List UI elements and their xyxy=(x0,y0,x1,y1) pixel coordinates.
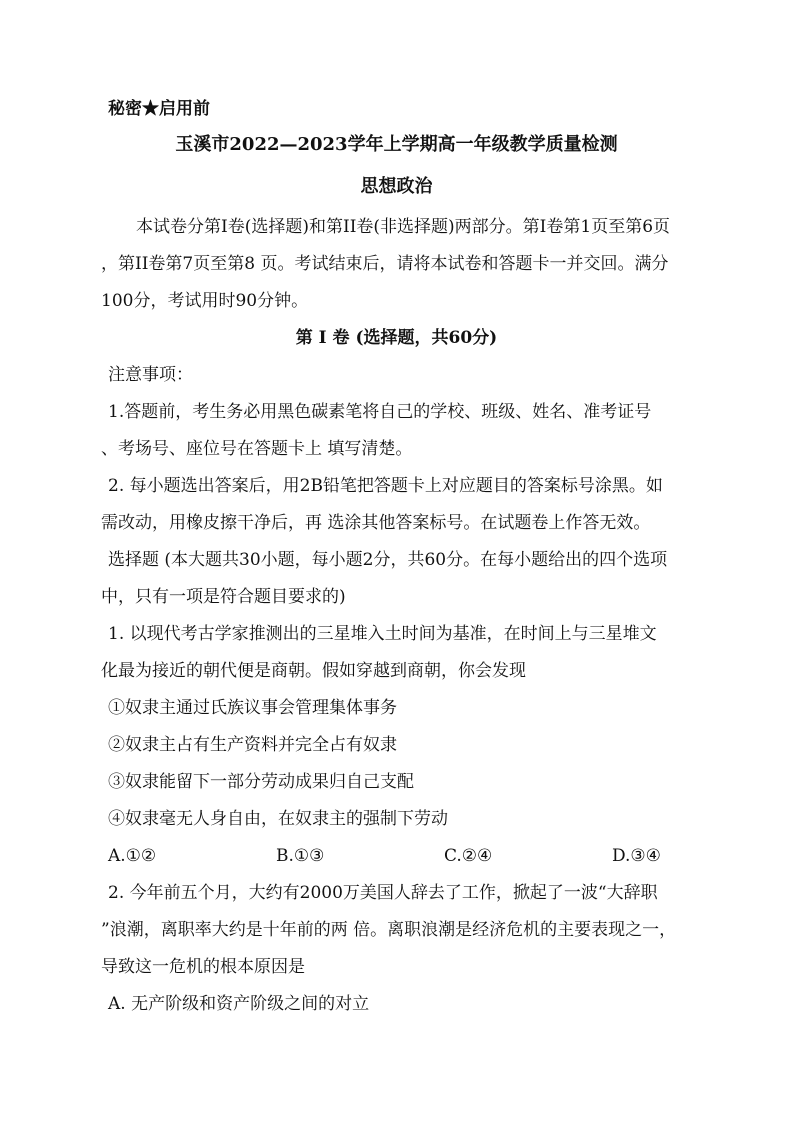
q2-stem-line-3: 导致这一危机的根本原因是 xyxy=(101,957,305,977)
section-1-title: 第 I 卷 (选择题，共60分) xyxy=(295,328,498,348)
choice-intro-line-1: 选择题 (本大题共30小题，每小题2分，共60分。在每小题给出的四个选项 xyxy=(108,550,668,570)
q1-item-4: ④奴隶毫无人身自由，在奴隶主的强制下劳动 xyxy=(108,809,448,829)
notes-heading: 注意事项： xyxy=(108,365,193,385)
note-2-line-2: 需改动，用橡皮擦干净后，再 选涂其他答案标号。在试题卷上作答无效。 xyxy=(101,513,651,533)
q1-stem-line-1: 1. 以现代考古学家推测出的三星堆入土时间为基准，在时间上与三星堆文 xyxy=(108,624,657,644)
q1-option-a: A.①② xyxy=(108,846,157,866)
q1-option-d: D.③④ xyxy=(612,846,661,866)
q1-item-1: ①奴隶主通过氏族议事会管理集体事务 xyxy=(108,698,397,718)
choice-intro-line-2: 中，只有一项是符合题目要求的) xyxy=(101,587,346,607)
intro-line-3: 100分，考试用时90分钟。 xyxy=(101,291,309,311)
intro-line-1: 本试卷分第I卷(选择题)和第II卷(非选择题)两部分。第I卷第1页至第6页 xyxy=(136,217,671,237)
exam-title: 玉溪市2022—2023学年上学期高一年级教学质量检测 xyxy=(175,134,618,155)
note-1-line-1: 1.答题前，考生务必用黑色碳素笔将自己的学校、班级、姓名、准考证号 xyxy=(108,402,652,422)
q2-stem-line-1: 2. 今年前五个月，大约有2000万美国人辞去了工作，掀起了一波“大辞职 xyxy=(108,883,658,903)
q1-item-2: ②奴隶主占有生产资料并完全占有奴隶 xyxy=(108,735,397,755)
note-2-line-1: 2. 每小题选出答案后，用2B铅笔把答题卡上对应题目的答案标号涂黑。如 xyxy=(108,476,663,496)
q2-stem-line-2: ”浪潮，离职率大约是十年前的两 倍。离职浪潮是经济危机的主要表现之一， xyxy=(101,920,677,940)
note-1-line-2: 、考场号、座位号在答题卡上 填写清楚。 xyxy=(101,439,413,459)
intro-line-2: ，第II卷第7页至第8 页。考试结束后，请将本试卷和答题卡一并交回。满分 xyxy=(101,254,669,274)
q1-option-b: B.①③ xyxy=(276,846,325,866)
q2-option-a: A. 无产阶级和资产阶级之间的对立 xyxy=(108,994,370,1014)
q1-stem-line-2: 化最为接近的朝代便是商朝。假如穿越到商朝，你会发现 xyxy=(101,661,526,681)
subject-title: 思想政治 xyxy=(360,176,433,197)
q1-option-c: C.②④ xyxy=(444,846,493,866)
q1-item-3: ③奴隶能留下一部分劳动成果归自己支配 xyxy=(108,772,414,792)
confidential-label: 秘密★启用前 xyxy=(108,99,210,119)
